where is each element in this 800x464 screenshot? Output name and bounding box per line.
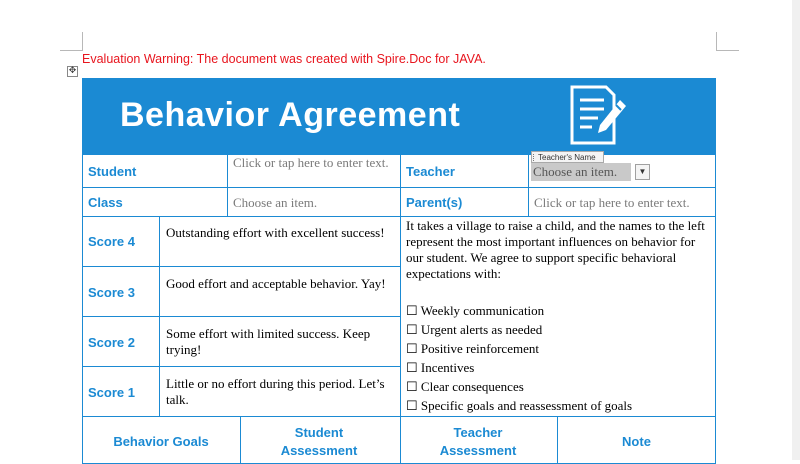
divider [82, 266, 400, 267]
crop-mark-top-right [716, 32, 739, 51]
column-header-note: Note [622, 433, 651, 449]
parents-input[interactable]: Click or tap here to enter text. [534, 195, 690, 210]
class-label: Class [88, 195, 123, 210]
divider [82, 366, 400, 367]
checklist-item-label: Urgent alerts as needed [420, 322, 543, 337]
checklist-item[interactable] [406, 377, 712, 396]
score-label: Score 4 [88, 234, 135, 249]
score-description: Some effort with limited success. Keep trying! [166, 326, 371, 357]
agreement-text: It takes a village to raise a child, and the names to the left represent the most important influences on behavior for our student. We agree to support specific behavioral expectations with: [406, 218, 705, 281]
checkbox-icon[interactable]: ☐ [406, 360, 418, 375]
divider [227, 154, 228, 216]
score-description: Little or no effort during this period. Let’s talk. [166, 376, 385, 407]
checkbox-icon[interactable]: ☐ [406, 322, 418, 337]
column-header-behavior-goals: Behavior Goals [113, 433, 209, 449]
divider [82, 187, 716, 188]
crop-mark-top-left [60, 32, 83, 51]
evaluation-warning: Evaluation Warning: The document was created with Spire.Doc for JAVA. [82, 52, 486, 66]
student-label: Student [88, 164, 137, 179]
checklist-item-label: Incentives [420, 360, 475, 375]
checkbox-icon[interactable]: ☐ [406, 341, 418, 356]
score-label: Score 3 [88, 285, 135, 300]
header-banner [82, 78, 716, 154]
checklist-item-label: Clear consequences [420, 379, 524, 394]
column-header-teacher-assessment: Teacher Assessment [439, 425, 517, 458]
checklist-item[interactable] [406, 320, 712, 339]
checklist-item[interactable] [406, 358, 712, 377]
divider [159, 216, 160, 416]
score-label: Score 2 [88, 335, 135, 350]
teacher-content-control-tag: Teacher's Name [531, 151, 604, 163]
vertical-scrollbar[interactable] [792, 0, 800, 460]
divider [240, 416, 241, 464]
chevron-down-icon[interactable]: ▼ [635, 164, 650, 180]
divider [82, 316, 400, 317]
score-label: Score 1 [88, 385, 135, 400]
class-dropdown[interactable]: Choose an item. [233, 195, 318, 210]
checklist-item-label: Specific goals and reassessment of goals [420, 398, 633, 413]
page-title: Behavior Agreement [120, 96, 461, 134]
divider [528, 154, 529, 216]
student-input[interactable]: Click or tap here to enter text. [233, 155, 389, 170]
teacher-label: Teacher [406, 164, 455, 179]
divider [400, 154, 401, 464]
checkbox-icon[interactable]: ☐ [406, 303, 418, 318]
checklist-item-label: Weekly communication [420, 303, 545, 318]
parents-label: Parent(s) [406, 195, 463, 210]
checklist-item-label: Positive reinforcement [420, 341, 539, 356]
score-description: Good effort and acceptable behavior. Yay! [166, 276, 386, 291]
checkbox-icon[interactable]: ☐ [406, 379, 418, 394]
teacher-dropdown[interactable] [531, 163, 651, 181]
expectations-checklist [406, 301, 712, 415]
divider [82, 416, 716, 417]
document-pencil-icon [568, 84, 630, 146]
checklist-item[interactable] [406, 396, 712, 415]
teacher-dropdown-value[interactable]: Choose an item. [531, 163, 631, 181]
table-move-handle-icon[interactable]: ✥ [68, 66, 77, 76]
checklist-item[interactable] [406, 301, 712, 320]
checkbox-icon[interactable]: ☐ [406, 398, 418, 413]
column-header-student-assessment: Student Assessment [280, 425, 358, 458]
checklist-item[interactable] [406, 339, 712, 358]
divider [82, 216, 716, 217]
score-description: Outstanding effort with excellent success! [166, 225, 385, 240]
